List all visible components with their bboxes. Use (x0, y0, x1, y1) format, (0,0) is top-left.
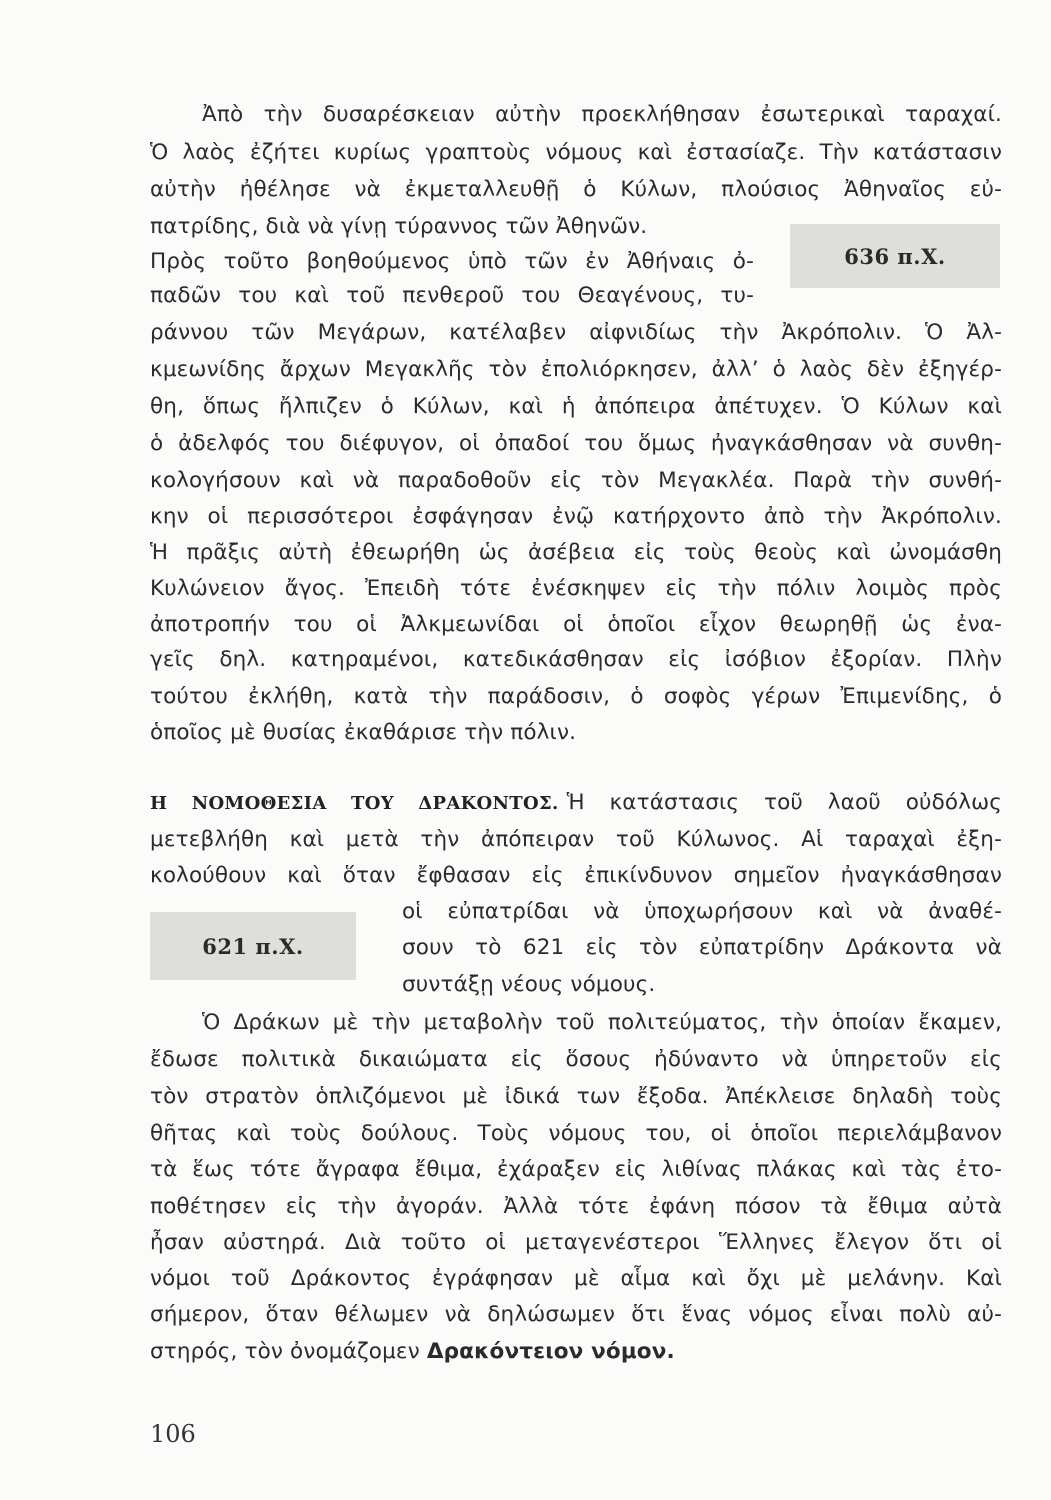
text-line: νόμοι τοῦ Δράκοντος ἐγράφησαν μὲ αἷμα καὶ ὄχι μὲ μελάνην. Καὶ (150, 1266, 1002, 1291)
text-line: κολογήσουν καὶ νὰ παραδοθοῦν εἰς τὸν Μεγακλέα. Παρὰ τὴν συνθή- (150, 468, 1002, 493)
text-line: σουν τὸ 621 εἰς τὸν εὐπατρίδην Δράκοντα νὰ (402, 935, 1002, 960)
section-heading-line (150, 788, 1002, 819)
text-line: ὁ ἀδελφός του διέφυγον, οἱ ὀπαδοί του ὅμως ἠναγκάσθησαν νὰ συνθη- (150, 431, 1002, 456)
text-line: Ὁ Δράκων μὲ τὴν μεταβολὴν τοῦ πολιτεύματος, τὴν ὁποίαν ἔκαμεν, (202, 1010, 1002, 1035)
text-line: Ἀπὸ τὴν δυσαρέσκειαν αὐτὴν προεκλήθησαν ἐσωτερικαὶ ταραχαί. (202, 102, 1002, 127)
text-line: κμεωνίδης ἄρχων Μεγακλῆς τὸν ἐπολιόρκησεν, ἀλλ’ ὁ λαὸς δὲν ἐξηγέρ- (150, 357, 1002, 382)
text-line: οἱ εὐπατρίδαι νὰ ὑποχωρήσουν καὶ νὰ ἀναθέ- (402, 899, 1002, 924)
text-line: συντάξῃ νέους νόμους. (402, 972, 656, 997)
text-line: ἀποτροπήν του οἱ Ἀλκμεωνίδαι οἱ ὁποῖοι εἶχον θεωρηθῇ ὡς ἐνα- (150, 612, 1002, 637)
section-heading: Η ΝΟΜΟΘΕΣΙΑ ΤΟΥ ΔΡΑΚΟΝΤΟΣ. (150, 793, 559, 814)
text-line: θῆτας καὶ τοὺς δούλους. Τοὺς νόμους του, οἱ ὁποῖοι περιελάμβανον (150, 1121, 1002, 1146)
text-line: τὰ ἕως τότε ἄγραφα ἔθιμα, ἐχάραξεν εἰς λιθίνας πλάκας καὶ τὰς ἐτο- (150, 1157, 1002, 1182)
text-line: ποθέτησεν εἰς τὴν ἀγοράν. Ἀλλὰ τότε ἐφάνη πόσον τὰ ἔθιμα αὐτὰ (150, 1194, 1002, 1219)
text-line: πατρίδης, διὰ νὰ γίνῃ τύραννος τῶν Ἀθηνῶν. (150, 214, 648, 239)
text-line: θη, ὅπως ἤλπιζεν ὁ Κύλων, καὶ ἡ ἀπόπειρα ἀπέτυχεν. Ὁ Κύλων καὶ (150, 394, 1002, 419)
date-marker-621: 621 π.Χ. (150, 912, 356, 980)
text-line: Πρὸς τοῦτο βοηθούμενος ὑπὸ τῶν ἐν Ἀθήναις ὀ- (150, 249, 754, 274)
text-run: στηρός, τὸν ὀνομάζομεν (150, 1339, 420, 1364)
emphasized-term: Δρακόντειον νόμον. (426, 1339, 675, 1364)
text-line: τούτου ἐκλήθη, κατὰ τὴν παράδοσιν, ὁ σοφὸς γέρων Ἐπιμενίδης, ὁ (150, 684, 1002, 709)
text-line: ἔδωσε πολιτικὰ δικαιώματα εἰς ὅσους ἠδύναντο νὰ ὑπηρετοῦν εἰς (150, 1047, 1002, 1072)
text-line: κην οἱ περισσότεροι ἐσφάγησαν ἐνῷ κατήρχοντο ἀπὸ τὴν Ἀκρόπολιν. (150, 504, 1002, 529)
text-line-last (150, 1337, 675, 1367)
text-line: τὸν στρατὸν ὁπλιζόμενοι μὲ ἰδικά των ἔξοδα. Ἀπέκλεισε δηλαδὴ τοὺς (150, 1084, 1002, 1109)
text-line: Ἡ πρᾶξις αὐτὴ ἐθεωρήθη ὡς ἀσέβεια εἰς τοὺς θεοὺς καὶ ὠνομάσθη (150, 540, 1002, 565)
text-line: παδῶν του καὶ τοῦ πενθεροῦ του Θεαγένους, τυ- (150, 283, 754, 308)
text-line: ράννου τῶν Μεγάρων, κατέλαβεν αἰφνιδίως τὴν Ἀκρόπολιν. Ὁ Ἀλ- (150, 320, 1002, 345)
text-line: Κυλώνειον ἄγος. Ἐπειδὴ τότε ἐνέσκηψεν εἰς τὴν πόλιν λοιμὸς πρὸς (150, 576, 1002, 601)
text-line: ὁποῖος μὲ θυσίας ἐκαθάρισε τὴν πόλιν. (150, 720, 577, 745)
text-line: γεῖς δηλ. κατηραμένοι, κατεδικάσθησαν εἰς ἰσόβιον ἐξορίαν. Πλὴν (150, 647, 1002, 672)
text-line: ἦσαν αὐστηρά. Διὰ τοῦτο οἱ μεταγενέστεροι Ἕλληνες ἔλεγον ὅτι οἱ (150, 1230, 1002, 1255)
text-line: κολούθουν καὶ ὅταν ἔφθασαν εἰς ἐπικίνδυνον σημεῖον ἠναγκάσθησαν (150, 863, 1002, 888)
text-line: σήμερον, ὅταν θέλωμεν νὰ δηλώσωμεν ὅτι ἕνας νόμος εἶναι πολὺ αὐ- (150, 1302, 1002, 1327)
page-number: 106 (150, 1420, 196, 1448)
heading-continuation: Ἡ κατάστασις τοῦ λαοῦ οὐδόλως (566, 790, 1002, 815)
text-line: Ὁ λαὸς ἐζήτει κυρίως γραπτοὺς νόμους καὶ ἐστασίαζε. Τὴν κατάστασιν (150, 140, 1002, 165)
text-line: μετεβλήθη καὶ μετὰ τὴν ἀπόπειραν τοῦ Κύλωνος. Αἱ ταραχαὶ ἐξη- (150, 827, 1002, 852)
text-line: αὐτὴν ἠθέλησε νὰ ἐκμεταλλευθῇ ὁ Κύλων, πλούσιος Ἀθηναῖος εὐ- (150, 177, 1002, 202)
date-marker-636: 636 π.Χ. (790, 224, 1000, 288)
